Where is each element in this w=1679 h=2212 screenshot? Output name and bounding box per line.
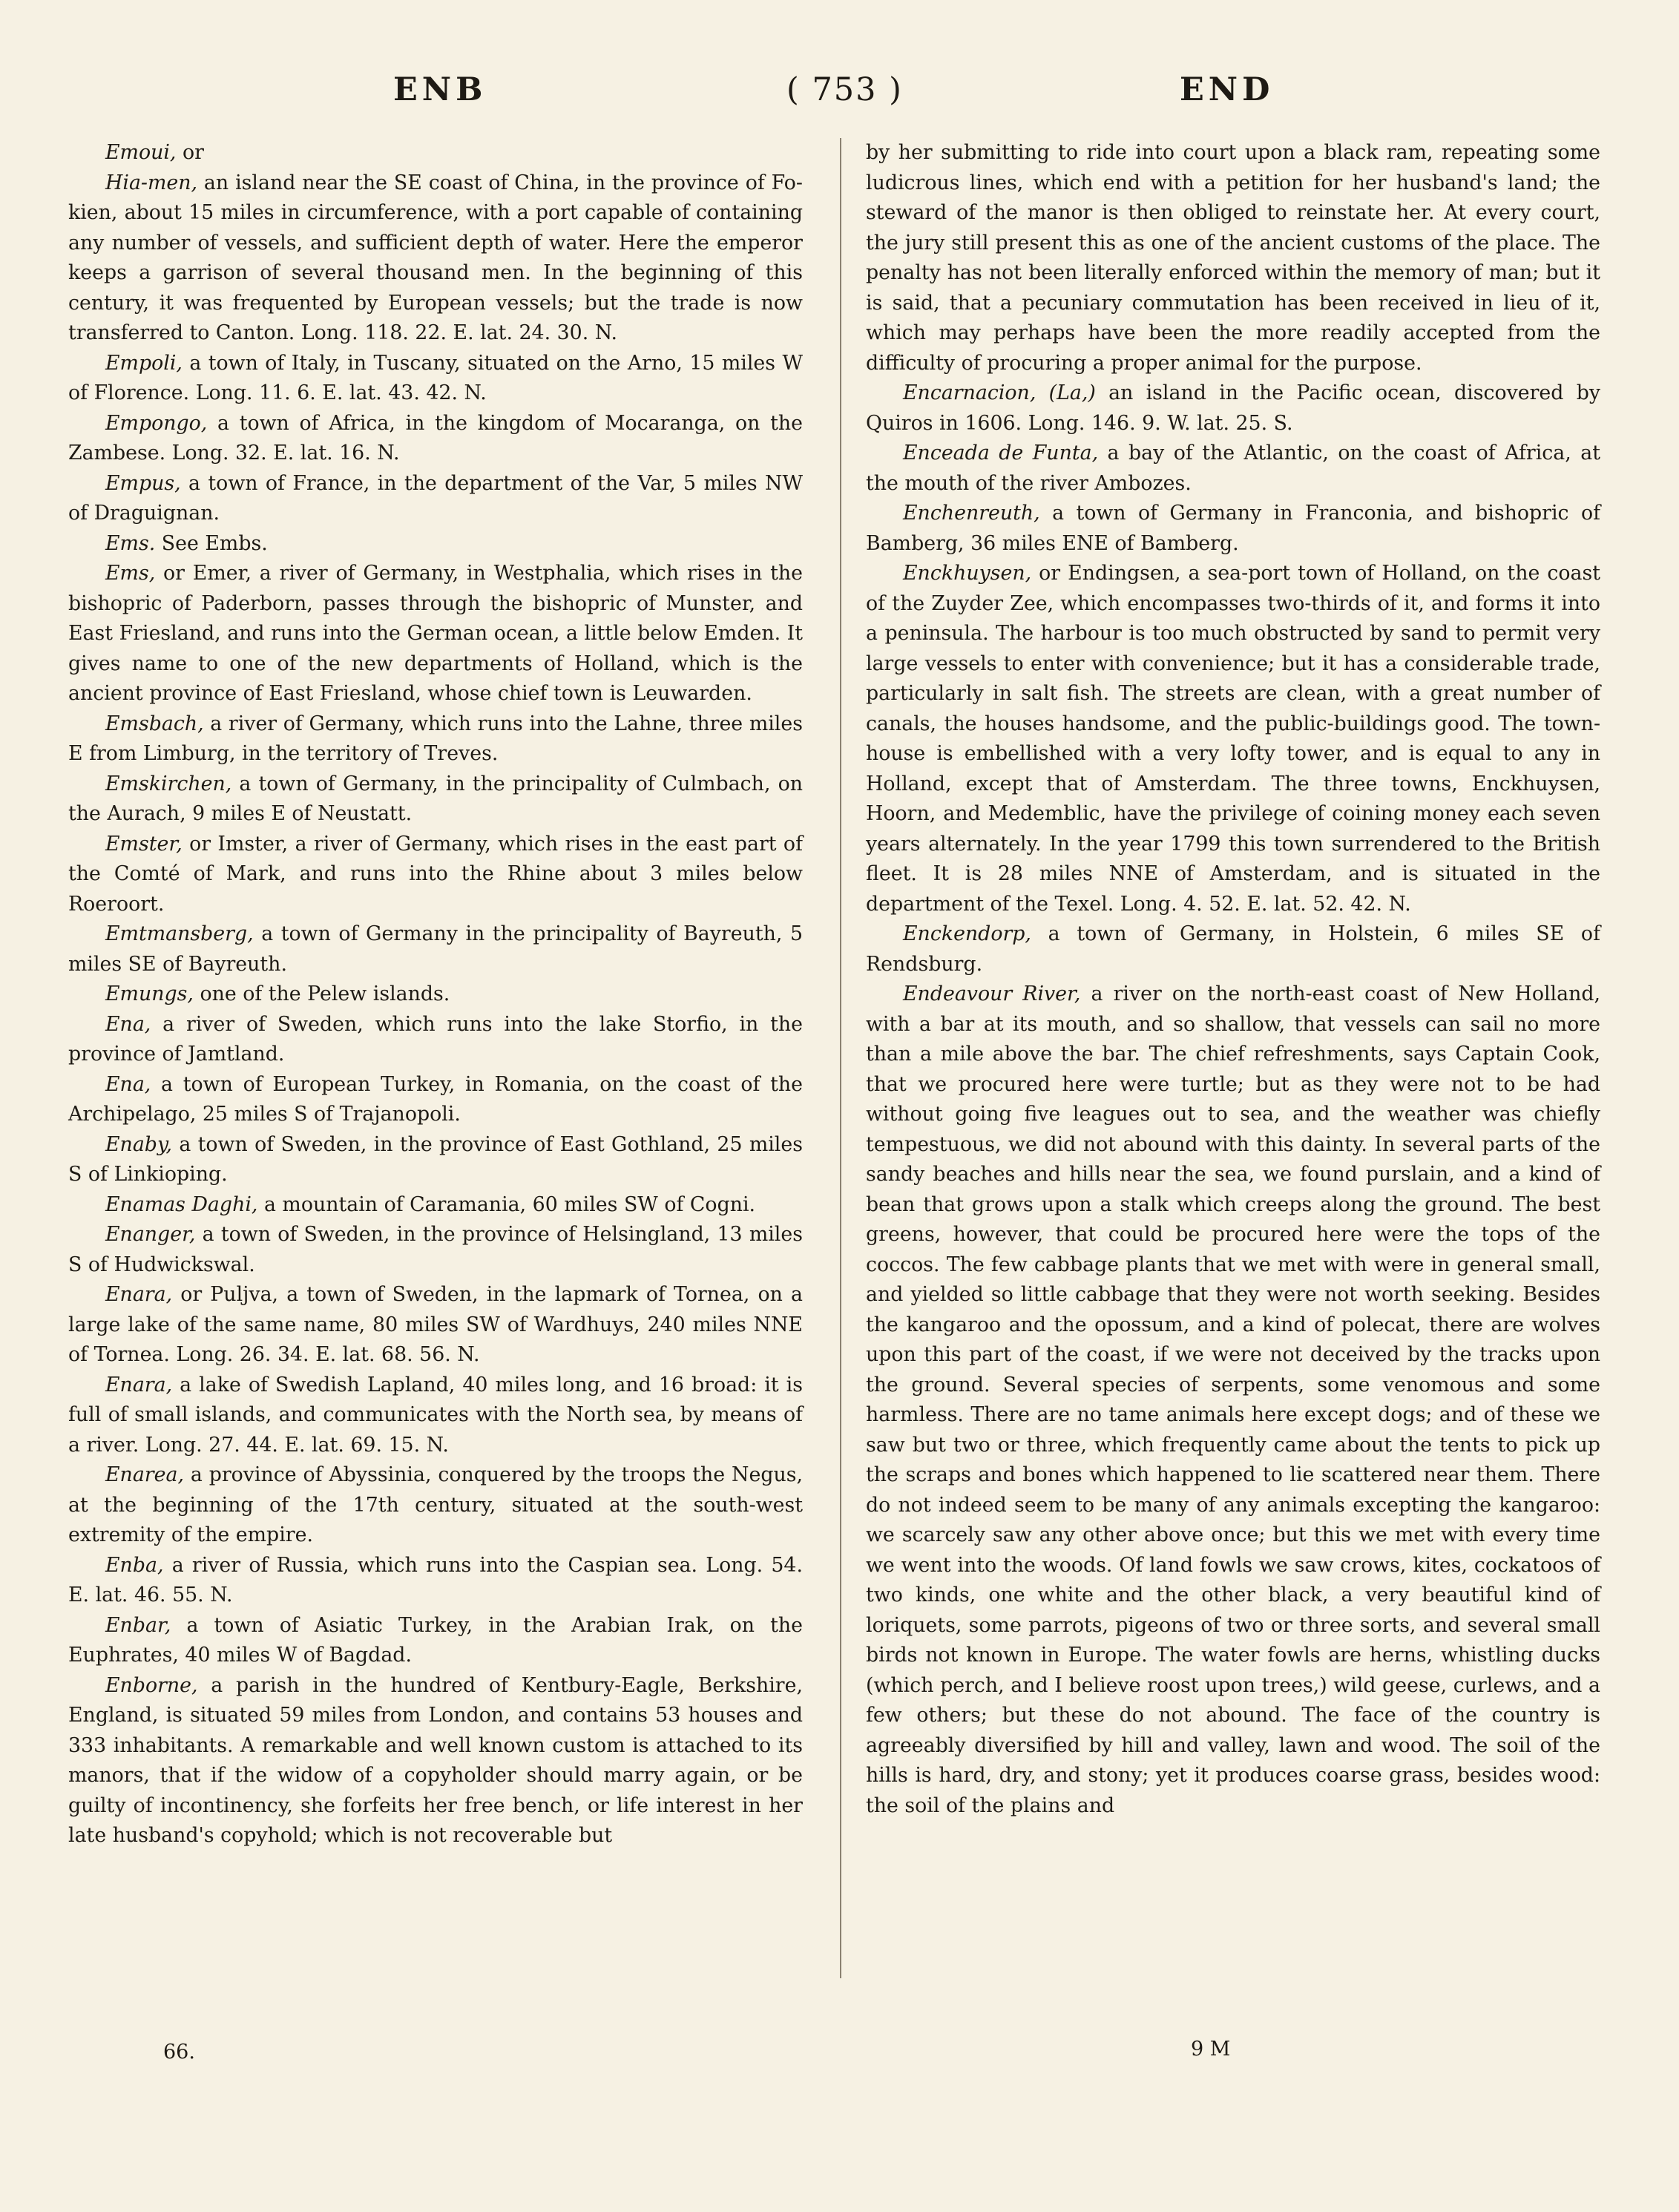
entry-text: or — [176, 141, 204, 164]
entry — [68, 349, 803, 409]
entry-text: a bay of the Atlantic, on the coast of Africa, at the mouth of the river Ambozes. — [866, 442, 1600, 495]
entry — [68, 1551, 803, 1611]
entry-text: a town of Germany, in the principality of Culmbach, on the Aurach, 9 miles E of Neustatt. — [68, 772, 803, 825]
entry-headword: Ems, — [105, 562, 156, 585]
entry — [68, 919, 803, 979]
entry — [68, 709, 803, 769]
entry-text: or Endingsen, a sea-port town of Holland, on the coast of the Zuyder Zee, which encompasses two-thirds of it, and forms it into a peninsula. The harbour is too much obstructed by sand to permit very large vessels to enter with convenience; but it has a considerable trade, particularly in salt fish. The streets are clean, with a great number of canals, the houses handsome, and the public-buildings good. The town-house is embellished with a very lofty tower, and is equal to any in Holland, except that of Amsterdam. The three towns, Enckhuysen, Hoorn, and Medemblic, have the privilege of coining money each seven years alternately. In the year 1799 this town surrendered to the British fleet. It is 28 miles NNE of Amsterdam, and is situated in the department of the Texel. Long. 4. 52. E. lat. 52. 42. N. — [866, 562, 1600, 916]
left-column — [68, 138, 803, 1851]
entry — [68, 559, 803, 709]
entry-text: See Embs. — [155, 531, 268, 555]
entry — [68, 769, 803, 830]
entry — [866, 499, 1600, 559]
entry-headword: Enckendorp, — [903, 922, 1031, 945]
entry — [68, 138, 803, 168]
entry-headword: Enchenreuth, — [903, 502, 1040, 525]
entry-headword: Ena, — [105, 1012, 151, 1036]
entry — [68, 979, 803, 1010]
gathering-mark: 9 M — [1191, 2038, 1231, 2061]
entry — [866, 559, 1600, 919]
entry-headword: Empoli, — [105, 351, 183, 375]
entry-headword: Emtmansberg, — [105, 922, 254, 945]
entry — [866, 138, 1600, 378]
entry — [68, 1010, 803, 1070]
entry-text: a river on the north-east coast of New Holland, with a bar at its mouth, and so shallow, that vessels can sail no more than a mile above the bar. The chief refreshments, says Captain Cook, that we procured here were turtle; but as they were not to be had without going five leagues out to sea, and the weather was chiefly tempestuous, we did not abound with this dainty. In several parts of the sandy beaches and hills near the sea, we found purslain, and a kind of bean that grows upon a stalk which creeps along the ground. The best greens, however, that could be procured here were the tops of the coccos. The few cabbage plants that we met with were in general small, and yielded so little cabbage that they were not worth seeking. Besides the kangaroo and the opossum, and a kind of polecat, there are wolves upon this part of the coast, if we were not deceived by the tracks upon the ground. Several species of serpents, some venomous and some harmless. There are no tame animals here except dogs; and of these we saw but two or three, which frequently came about the tents to pick up the scraps and bones which happened to lie scattered near them. There do not indeed seem to be many of any animals excepting the kangaroo: we scarcely saw any other above once; but this we met with every time we went into the woods. Of land fowls we saw crows, kites, cockatoos of two kinds, one white and the other black, a very beautiful kind of loriquets, some parrots, pigeons of two or three sorts, and several small birds not known in Europe. The water fowls are herns, whistling ducks (which perch, and I believe roost upon trees,) wild geese, curlews, and a few others; but these do not abound. The face of the country is agreeably diversified by hill and valley, lawn and wood. The soil of the hills is hard, dry, and stony; yet it produces coarse grass, besides wood: the soil of the plains and — [866, 982, 1600, 1817]
entry-text: a province of Abyssinia, conquered by the troops the Negus, at the beginning of the 17th century, situated at the south-west extremity of the empire. — [68, 1463, 803, 1546]
entry-headword: Enarea, — [105, 1463, 184, 1486]
entry — [68, 1220, 803, 1280]
entry-text: a lake of Swedish Lapland, 40 miles long, and 16 broad: it is full of small islands, and communicates with the North sea, by means of a river. Long. 27. 44. E. lat. 69. 15. N. — [68, 1373, 803, 1457]
entry — [68, 1190, 803, 1221]
entry-text: an island in the Pacific ocean, discovered by Quiros in 1606. Long. 146. 9. W. lat. 25. S. — [866, 381, 1600, 435]
header-left-guide: ENB — [393, 71, 487, 108]
entry-headword: Enara, — [105, 1373, 173, 1397]
entry-text: a parish in the hundred of Kentbury-Eagle, Berkshire, England, is situated 59 miles from London, and contains 53 houses and 333 inhabitants. A remarkable and well known custom is attached to its manors, that if the widow of a copyholder should marry again, or be guilty of incontinency, she forfeits her free bench, or life interest in her late husband's copyhold; which is not recoverable but — [68, 1673, 803, 1847]
entry-text: an island near the SE coast of China, in the province of Fo-kien, about 15 miles in circumference, with a port capable of containing any number of vessels, and sufficient depth of water. Here the emperor keeps a garrison of several thousand men. In the beginning of this century, it was frequented by European vessels; but the trade is now transferred to Canton. Long. 118. 22. E. lat. 24. 30. N. — [68, 171, 803, 344]
entry-headword: Empus, — [105, 471, 181, 495]
entry — [866, 919, 1600, 979]
entry — [68, 1130, 803, 1190]
entry-headword: Emungs, — [105, 982, 194, 1005]
entry-headword: Ems. — [105, 531, 156, 555]
entry — [866, 979, 1600, 1821]
entry — [68, 1371, 803, 1461]
entry-headword: Enbar, — [105, 1613, 171, 1637]
entry-text: a town of Germany in Franconia, and bishopric of Bamberg, 36 miles ENE of Bamberg. — [866, 502, 1600, 555]
entry — [68, 469, 803, 529]
entry — [866, 378, 1600, 439]
entry — [866, 439, 1600, 499]
entry — [68, 409, 803, 469]
entry-headword: Emster, — [105, 832, 183, 856]
entry-text: a river of Russia, which runs into the Caspian sea. Long. 54. E. lat. 46. 55. N. — [68, 1553, 803, 1607]
right-column — [866, 138, 1600, 1821]
entry-text: or Emer, a river of Germany, in Westphalia, which rises in the bishopric of Paderborn, passes through the bishopric of Munster, and East Friesland, and runs into the German ocean, a little below Emden. It gives name to one of the new departments of Holland, which is the ancient province of East Friesland, whose chief town is Leuwarden. — [68, 562, 803, 705]
entry — [68, 1460, 803, 1551]
entry-text: a town of Italy, in Tuscany, situated on the Arno, 15 miles W of Florence. Long. 11. 6. E. lat. 43. 42. N. — [68, 351, 803, 404]
header-right-guide: END — [1180, 71, 1275, 108]
entry-text: a river of Sweden, which runs into the lake Storfio, in the province of Jamtland. — [68, 1012, 803, 1066]
entry-text: one of the Pelew islands. — [193, 982, 450, 1005]
entry-headword: Empongo, — [105, 411, 208, 435]
page-number: ( 753 ) — [786, 71, 903, 108]
entry — [68, 1280, 803, 1371]
signature-mark: 66. — [163, 2041, 195, 2064]
entry-headword: Endeavour River, — [903, 982, 1081, 1005]
entry-text: a river of Germany, which runs into the Lahne, three miles E from Limburg, in the territory of Treves. — [68, 712, 803, 765]
entry-headword: Enaby, — [105, 1132, 173, 1156]
entry-text: a town of Sweden, in the province of East Gothland, 25 miles S of Linkioping. — [68, 1132, 803, 1186]
entry-text: a town of Asiatic Turkey, in the Arabian Irak, on the Euphrates, 40 miles W of Bagdad. — [68, 1613, 803, 1667]
column-divider — [840, 138, 841, 1978]
entry-text: or Imster, a river of Germany, which rises in the east part of the Comté of Mark, and runs into the Rhine about 3 miles below Roeroort. — [68, 832, 803, 916]
entry-headword: Encarnacion, (La,) — [903, 381, 1096, 404]
entry — [68, 168, 803, 349]
entry-headword: Enckhuysen, — [903, 562, 1032, 585]
entry-text: a mountain of Caramania, 60 miles SW of Cogni. — [257, 1192, 756, 1216]
entry-headword: Enanger, — [105, 1223, 196, 1246]
entry — [68, 830, 803, 920]
entry-headword: Emskirchen, — [105, 772, 232, 795]
entry-text: a town of Germany, in Holstein, 6 miles SE of Rendsburg. — [866, 922, 1600, 976]
entry-headword: Enamas Daghi, — [105, 1192, 258, 1216]
entry — [68, 1671, 803, 1851]
entry-headword: Emsbach, — [105, 712, 204, 735]
entry — [68, 529, 803, 559]
entry-headword: Enara, — [105, 1283, 173, 1306]
entry-text: a town of France, in the department of the Var, 5 miles NW of Draguignan. — [68, 471, 803, 525]
entry-headword: Ena, — [105, 1072, 151, 1096]
entry-text: a town of Africa, in the kingdom of Mocaranga, on the Zambese. Long. 32. E. lat. 16. N. — [68, 411, 803, 465]
entry-text: by her submitting to ride into court upon a black ram, repeating some ludicrous lines, which end with a petition for her husband's land; the steward of the manor is then obliged to reinstate her. At every court, the jury still present this as one of the ancient customs of the place. The penalty has not been literally enforced within the memory of man; but it is said, that a pecuniary commutation has been received in lieu of it, which may perhaps have been the more readily accepted from the difficulty of procuring a proper animal for the purpose. — [866, 141, 1600, 375]
entry — [68, 1611, 803, 1671]
entry-headword: Hia-men, — [105, 171, 198, 194]
entry-text: or Puljva, a town of Sweden, in the lapmark of Tornea, on a large lake of the same name, 80 miles SW of Wardhuys, 240 miles NNE of Tornea. Long. 26. 34. E. lat. 68. 56. N. — [68, 1283, 803, 1366]
entry-text: a town of European Turkey, in Romania, on the coast of the Archipelago, 25 miles S of Trajanopoli. — [68, 1072, 803, 1126]
entry — [68, 1070, 803, 1130]
entry-text: a town of Sweden, in the province of Helsingland, 13 miles S of Hudwickswal. — [68, 1223, 803, 1276]
entry-headword: Enceada de Funta, — [903, 442, 1099, 465]
entry-headword: Emoui, — [105, 141, 177, 164]
entry-text: a town of Germany in the principality of Bayreuth, 5 miles SE of Bayreuth. — [68, 922, 803, 976]
entry-headword: Enba, — [105, 1553, 164, 1577]
running-header — [111, 71, 1568, 123]
entry-headword: Enborne, — [105, 1673, 198, 1697]
